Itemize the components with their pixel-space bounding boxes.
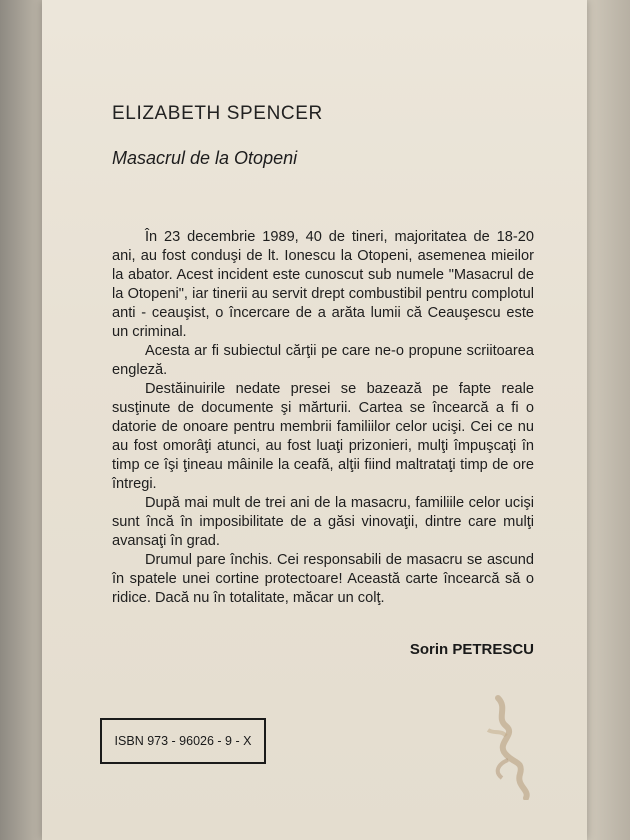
paragraph: Destăinuirile nedate presei se bazează pe fapte reale susţinute de documente şi mărturii. Cartea se încearcă a fi o datorie de onoare pentru membrii familiilor celor ucişi. Cei ce nu au fost omorâţi atunci, au fost luaţi prizonieri, mulţi împuşcaţi în timp ce îşi ţineau mâinile la ceafă, alţii fiind maltrataţi timp de ore întregi. bbox=[112, 381, 534, 492]
author-name: ELIZABETH SPENCER bbox=[112, 103, 323, 124]
book-edge-left bbox=[0, 0, 42, 840]
blurb-text bbox=[112, 228, 534, 608]
paragraph: Acesta ar fi subiectul cărţii pe care ne-o propune scriitoarea engleză. bbox=[112, 343, 534, 378]
isbn-box bbox=[100, 718, 266, 764]
paper-stain bbox=[468, 690, 548, 800]
isbn-text: ISBN 973 - 96026 - 9 - X bbox=[114, 734, 252, 748]
book-edge-right bbox=[587, 0, 630, 840]
paragraph: Drumul pare închis. Cei responsabili de masacru se ascund în spatele unei cortine protectoare! Această carte încearcă să o ridice. Dacă nu în totalitate, măcar un colţ. bbox=[112, 552, 534, 606]
signature: Sorin PETRESCU bbox=[409, 641, 534, 658]
book-title: Masacrul de la Otopeni bbox=[112, 148, 298, 168]
paragraph: După mai mult de trei ani de la masacru, familiile celor ucişi sunt încă în imposibilitate de a găsi vinovaţii, dintre care mulţi avansaţi în grad. bbox=[112, 495, 534, 549]
paragraph: În 23 decembrie 1989, 40 de tineri, majoritatea de 18-20 ani, au fost conduşi de lt. Ionescu la Otopeni, asemenea mieilor la abator. Acest incident este cunoscut sub numele "Masacrul de la Otopeni", iar tinerii au servit drept combustibil pentru complotul anti - ceauşist, o încercare de a arăta lumii că Ceauşescu este un criminal. bbox=[112, 229, 534, 340]
